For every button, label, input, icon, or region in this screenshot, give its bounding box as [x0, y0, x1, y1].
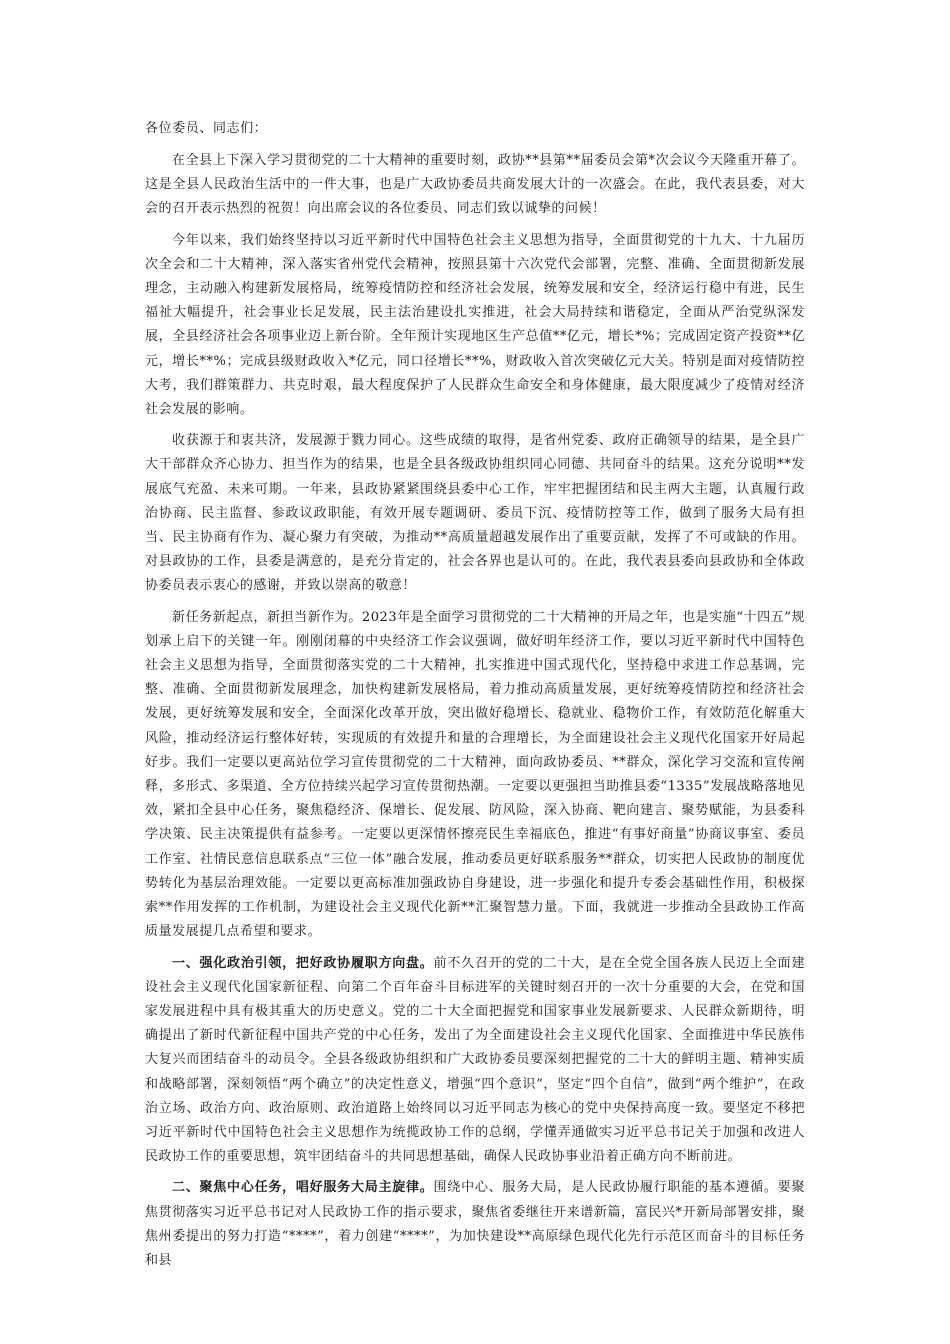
paragraph-section-two [145, 1176, 805, 1273]
paragraph-gratitude [145, 429, 805, 598]
paragraph-text: 在全县上下深入学习贯彻党的二十大精神的重要时刻，政协**县第**届委员会第*次会议今天隆重开幕了。这是全县人民政治生活中的一件大事，也是广大政协委员共商发展大计的一次盛会。在此，我代表县委，对大会的召开表示热烈的祝贺！向出席会议的各位委员、同志们致以诚挚的问候！ [145, 153, 805, 217]
document-page [145, 117, 805, 1280]
paragraph-achievements [145, 229, 805, 423]
paragraph-section-one [145, 952, 805, 1170]
paragraph-text: 今年以来，我们始终坚持以习近平新时代中国特色社会主义思想为指导，全面贯彻党的十九大、十九届历次全会和二十大精神，深入落实省州党代会精神，按照县第十六次党代会部署，完整、准确、全面贯彻新发展理念，主动融入构建新发展格局，统筹疫情防控和经济社会发展，统筹发展和安全，经济运行稳中有进，民生福祉大幅提升，社会事业长足发展，民主法治建设扎实推进，社会大局持续和谐稳定，全面从严治党纵深发展，全县经济社会各项事业迈上新台阶。全年预计实现地区生产总值**亿元，增长*%；完成固定资产投资**亿元，增长**%；完成县级财政收入*亿元，同口径增长**%，财政收入首次突破亿元大关。特别是面对疫情防控大考，我们群策群力、共克时艰，最大程度保护了人民群众生命安全和身体健康，最大限度减少了疫情对经济社会发展的影响。 [145, 232, 805, 418]
section-heading: 一、强化政治引领，把好政协履职方向盘。 [172, 955, 434, 971]
paragraph-text: 围绕中心、服务大局，是人民政协履行职能的基本遵循。要聚焦贯彻落实习近平总书记对人民政协工作的指示要求，聚焦省委继往开来谱新篇，富民兴*开新局部署安排，聚焦州委提出的努力打造“****”，着力创建“****”，为加快建设**高原绿色现代化先行示范区而奋斗的目标任务和县 [145, 1180, 805, 1268]
paragraph-text: 收获源于和衷共济，发展源于戮力同心。这些成绩的取得，是省州党委、政府正确领导的结果，是全县广大干部群众齐心协力、担当作为的结果，也是全县各级政协组织同心同德、共同奋斗的结果。这充分说明**发展底气充盈、未来可期。一年来，县政协紧紧围绕县委中心工作，牢牢把握团结和民主两大主题，认真履行政治协商、民主监督、参政议政职能，有效开展专题调研、委员下沉、疫情防控等工作，做到了服务大局有担当、民主协商有作为、凝心聚力有突破，为推动**高质量超越发展作出了重要贡献，发挥了不可或缺的作用。对县政协的工作，县委是满意的，是充分肯定的，社会各界也是认可的。在此，我代表县委向县政协和全体政协委员表示衷心的感谢，并致以崇高的敬意！ [145, 433, 805, 594]
salutation: 各位委员、同志们： [145, 121, 268, 136]
section-heading: 二、聚焦中心任务，唱好服务大局主旋律。 [172, 1180, 434, 1196]
paragraph-new-tasks [145, 606, 805, 945]
paragraph-text: 前不久召开的党的二十大，是在全党全国各族人民迈上全面建设社会主义现代化国家新征程、向第二个百年奋斗目标进军的关键时刻召开的一次十分重要的大会，在党和国家发展进程中具有极其重大的历史意义。党的二十大全面把握党和国家事业发展新要求、人民群众新期待，明确提出了新时代新征程中国共产党的中心任务，发出了为全面建设社会主义现代化国家、全面推进中华民族伟大复兴而团结奋斗的动员令。全县各级政协组织和广大政协委员要深刻把握党的二十大的鲜明主题、精神实质和战略部署，深刻领悟“两个确立”的决定性意义，增强“四个意识”，坚定“四个自信”，做到“两个维护”，在政治立场、政治方向、政治原则、政治道路上始终同以习近平同志为核心的党中央保持高度一致。要坚定不移把习近平新时代中国特色社会主义思想作为统揽政协工作的总纲，学懂弄通做实习近平总书记关于加强和改进人民政协工作的重要思想，筑牢团结奋斗的共同思想基础，确保人民政协事业沿着正确方向不断前进。 [145, 955, 805, 1165]
paragraph-text: 新任务新起点，新担当新作为。2023年是全面学习贯彻党的二十大精神的开局之年，也是实施“十四五”规划承上启下的关键一年。刚刚闭幕的中央经济工作会议强调，做好明年经济工作，要以习近平新时代中国特色社会主义思想为指导，全面贯彻落实党的二十大精神，扎实推进中国式现代化，坚持稳中求进工作总基调，完整、准确、全面贯彻新发展理念，加快构建新发展格局，着力推动高质量发展，更好统筹疫情防控和经济社会发展，更好统筹发展和安全，全面深化改革开放，突出做好稳增长、稳就业、稳物价工作，有效防范化解重大风险，推动经济运行整体好转，实现质的有效提升和量的合理增长，为全面建设社会主义现代化国家开好局起好步。我们一定要以更高站位学习宣传贯彻党的二十大精神，面向政协委员、**群众，深化学习交流和宣传阐释，多形式、多渠道、全方位持续兴起学习宣传贯彻热潮。一定要以更强担当助推县委“1335”发展战略落地见效，紧扣全县中心任务，聚焦稳经济、保增长、促发展、防风险，深入协商、靶向建言、聚势赋能，为县委科学决策、民主决策提供有益参考。一定要以更深情怀擦亮民生幸福底色，推进“有事好商量”协商议事室、委员工作室、社情民意信息联系点“三位一体”融合发展，推动委员更好联系服务**群众，切实把人民政协的制度优势转化为基层治理效能。一定要以更高标准加强政协自身建设，进一步强化和提升专委会基础性作用，积极探索**作用发挥的工作机制，为建设社会主义现代化新**汇聚智慧力量。下面，我就进一步推动全县政协工作高质量发展提几点希望和要求。 [145, 609, 805, 940]
paragraph-opening [145, 149, 805, 222]
